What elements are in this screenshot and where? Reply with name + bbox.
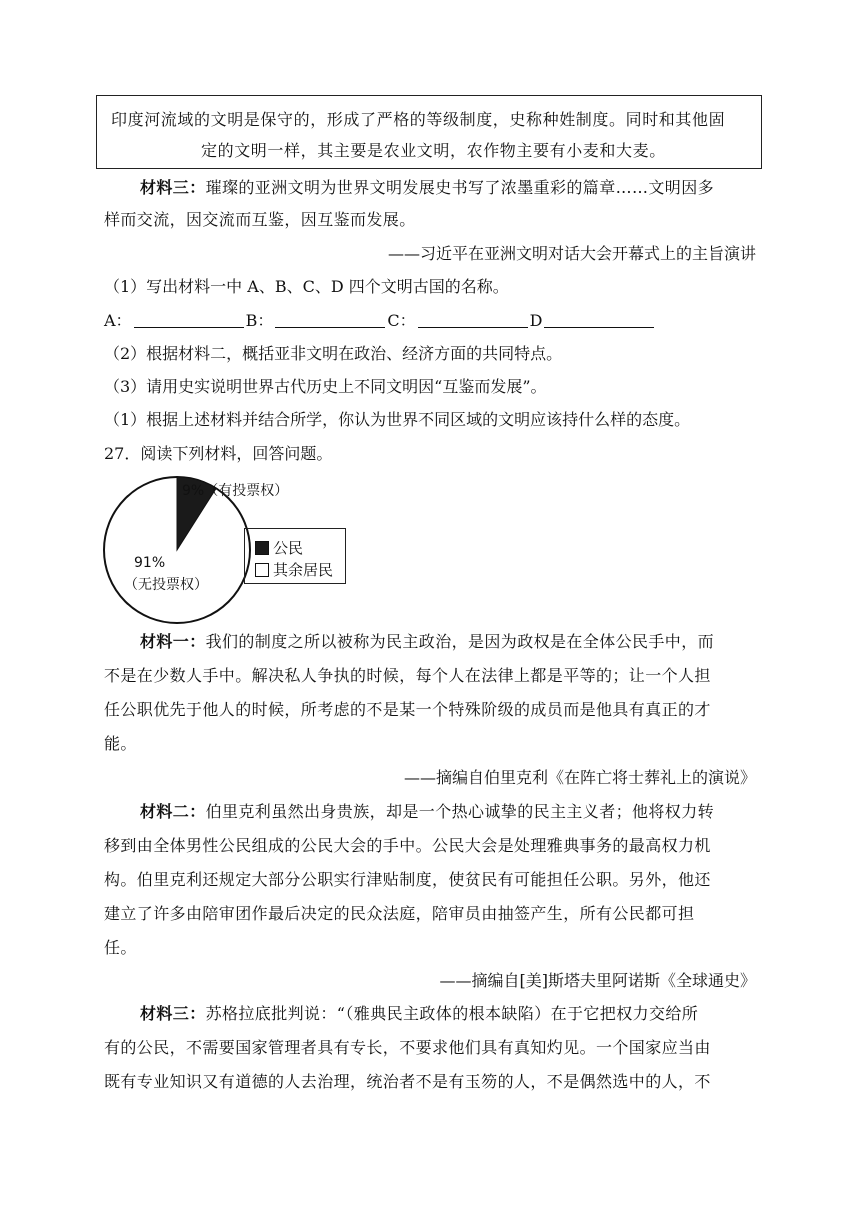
material-2-line-2: 移到由全体男性公民组成的公民大会的手中。公民大会是处理雅典事务的最高权力机 xyxy=(104,836,711,855)
blank-c[interactable] xyxy=(418,311,528,328)
chart-legend xyxy=(244,528,346,584)
material-1-line-1 xyxy=(140,631,714,653)
material-text: 苏格拉底批判说：“（雅典民主政体的根本缺陷）在于它把权力交给所 xyxy=(205,1004,699,1023)
material-2-line-3: 构。伯里克利还规定大部分公职实行津贴制度，使贫民有可能担任公职。另外，他还 xyxy=(104,870,711,889)
material-3b-line-3: 既有专业知识又有道德的人去治理，统治者不是有玉笏的人，不是偶然选中的人，不 xyxy=(104,1072,711,1091)
material-3b-line-1 xyxy=(140,1003,698,1025)
pie-label-others-percent: 91% xyxy=(134,555,166,571)
material-text: 璀璨的亚洲文明为世界文明发展史书写了浓墨重彩的篇章……文明因多 xyxy=(205,178,715,197)
material-label: 材料一： xyxy=(140,632,206,651)
quoted-material-box xyxy=(96,95,762,169)
material-3-line-1 xyxy=(140,177,714,199)
legend-text-others: 其余居民 xyxy=(273,561,334,579)
blank-label-c: C： xyxy=(387,311,416,330)
question-1: （1）写出材料一中 A、B、C、D 四个文明古国的名称。 xyxy=(104,277,509,296)
legend-item-others xyxy=(255,559,333,580)
material-3-line-2: 样而交流，因交流而互鉴，因互鉴而发展。 xyxy=(104,210,416,229)
box-line-2: 定的文明一样，其主要是农业文明，农作物主要有小麦和大麦。 xyxy=(201,141,666,160)
material-2-line-5: 任。 xyxy=(104,938,137,957)
question-3: （3）请用史实说明世界古代历史上不同文明因“互鉴而发展”。 xyxy=(104,377,547,396)
material-label: 材料三： xyxy=(140,178,206,197)
material-1-line-4: 能。 xyxy=(104,734,137,753)
material-text: 伯里克利虽然出身贵族，却是一个热心诚挚的民主主义者；他将权力转 xyxy=(205,802,715,821)
material-1-source: ——摘编自伯里克利《在阵亡将士葬礼上的演说》 xyxy=(403,768,756,787)
material-1-line-3: 任公职优先于他人的时候，所考虑的不是某一个特殊阶级的成员而是他具有真正的才 xyxy=(104,700,711,719)
blank-label-a: A： xyxy=(104,311,132,330)
legend-item-citizens xyxy=(255,537,303,558)
question-2: （2）根据材料二，概括亚非文明在政治、经济方面的共同特点。 xyxy=(104,344,563,363)
question-27-title: 27．阅读下列材料，回答问题。 xyxy=(104,444,333,463)
pie-label-citizens: 9%（有投票权） xyxy=(182,483,289,499)
box-line-1: 印度河流域的文明是保守的，形成了严格的等级制度，史称种姓制度。同时和其他固 xyxy=(111,110,726,129)
material-2-line-1 xyxy=(140,801,714,823)
legend-swatch-black xyxy=(255,541,269,555)
blank-b[interactable] xyxy=(275,311,385,328)
material-label: 材料三： xyxy=(140,1004,206,1023)
legend-text-citizens: 公民 xyxy=(273,539,304,557)
pie-label-others-note: （无投票权） xyxy=(124,577,208,593)
blank-d[interactable] xyxy=(544,311,654,328)
legend-swatch-white xyxy=(255,563,269,577)
material-2-source: ——摘编自[美]斯塔夫里阿诺斯《全球通史》 xyxy=(439,971,756,990)
material-label: 材料二： xyxy=(140,802,206,821)
blank-label-d: D xyxy=(529,311,543,330)
material-text: 我们的制度之所以被称为民主政治，是因为政权是在全体公民手中，而 xyxy=(205,632,715,651)
question-4: （1）根据上述材料并结合所学，你认为世界不同区域的文明应该持什么样的态度。 xyxy=(104,410,691,429)
blank-label-b: B： xyxy=(245,311,274,330)
blank-a[interactable] xyxy=(134,311,244,328)
material-2-line-4: 建立了许多由陪审团作最后决定的民众法庭，陪审员由抽签产生，所有公民都可担 xyxy=(104,904,695,923)
material-3-source: ——习近平在亚洲文明对话大会开幕式上的主旨演讲 xyxy=(387,244,756,263)
material-1-line-2: 不是在少数人手中。解决私人争执的时候，每个人在法律上都是平等的；让一个人担 xyxy=(104,666,711,685)
answer-blanks xyxy=(104,310,656,332)
material-3b-line-2: 有的公民，不需要国家管理者具有专长，不要求他们具有真知灼见。一个国家应当由 xyxy=(104,1038,711,1057)
